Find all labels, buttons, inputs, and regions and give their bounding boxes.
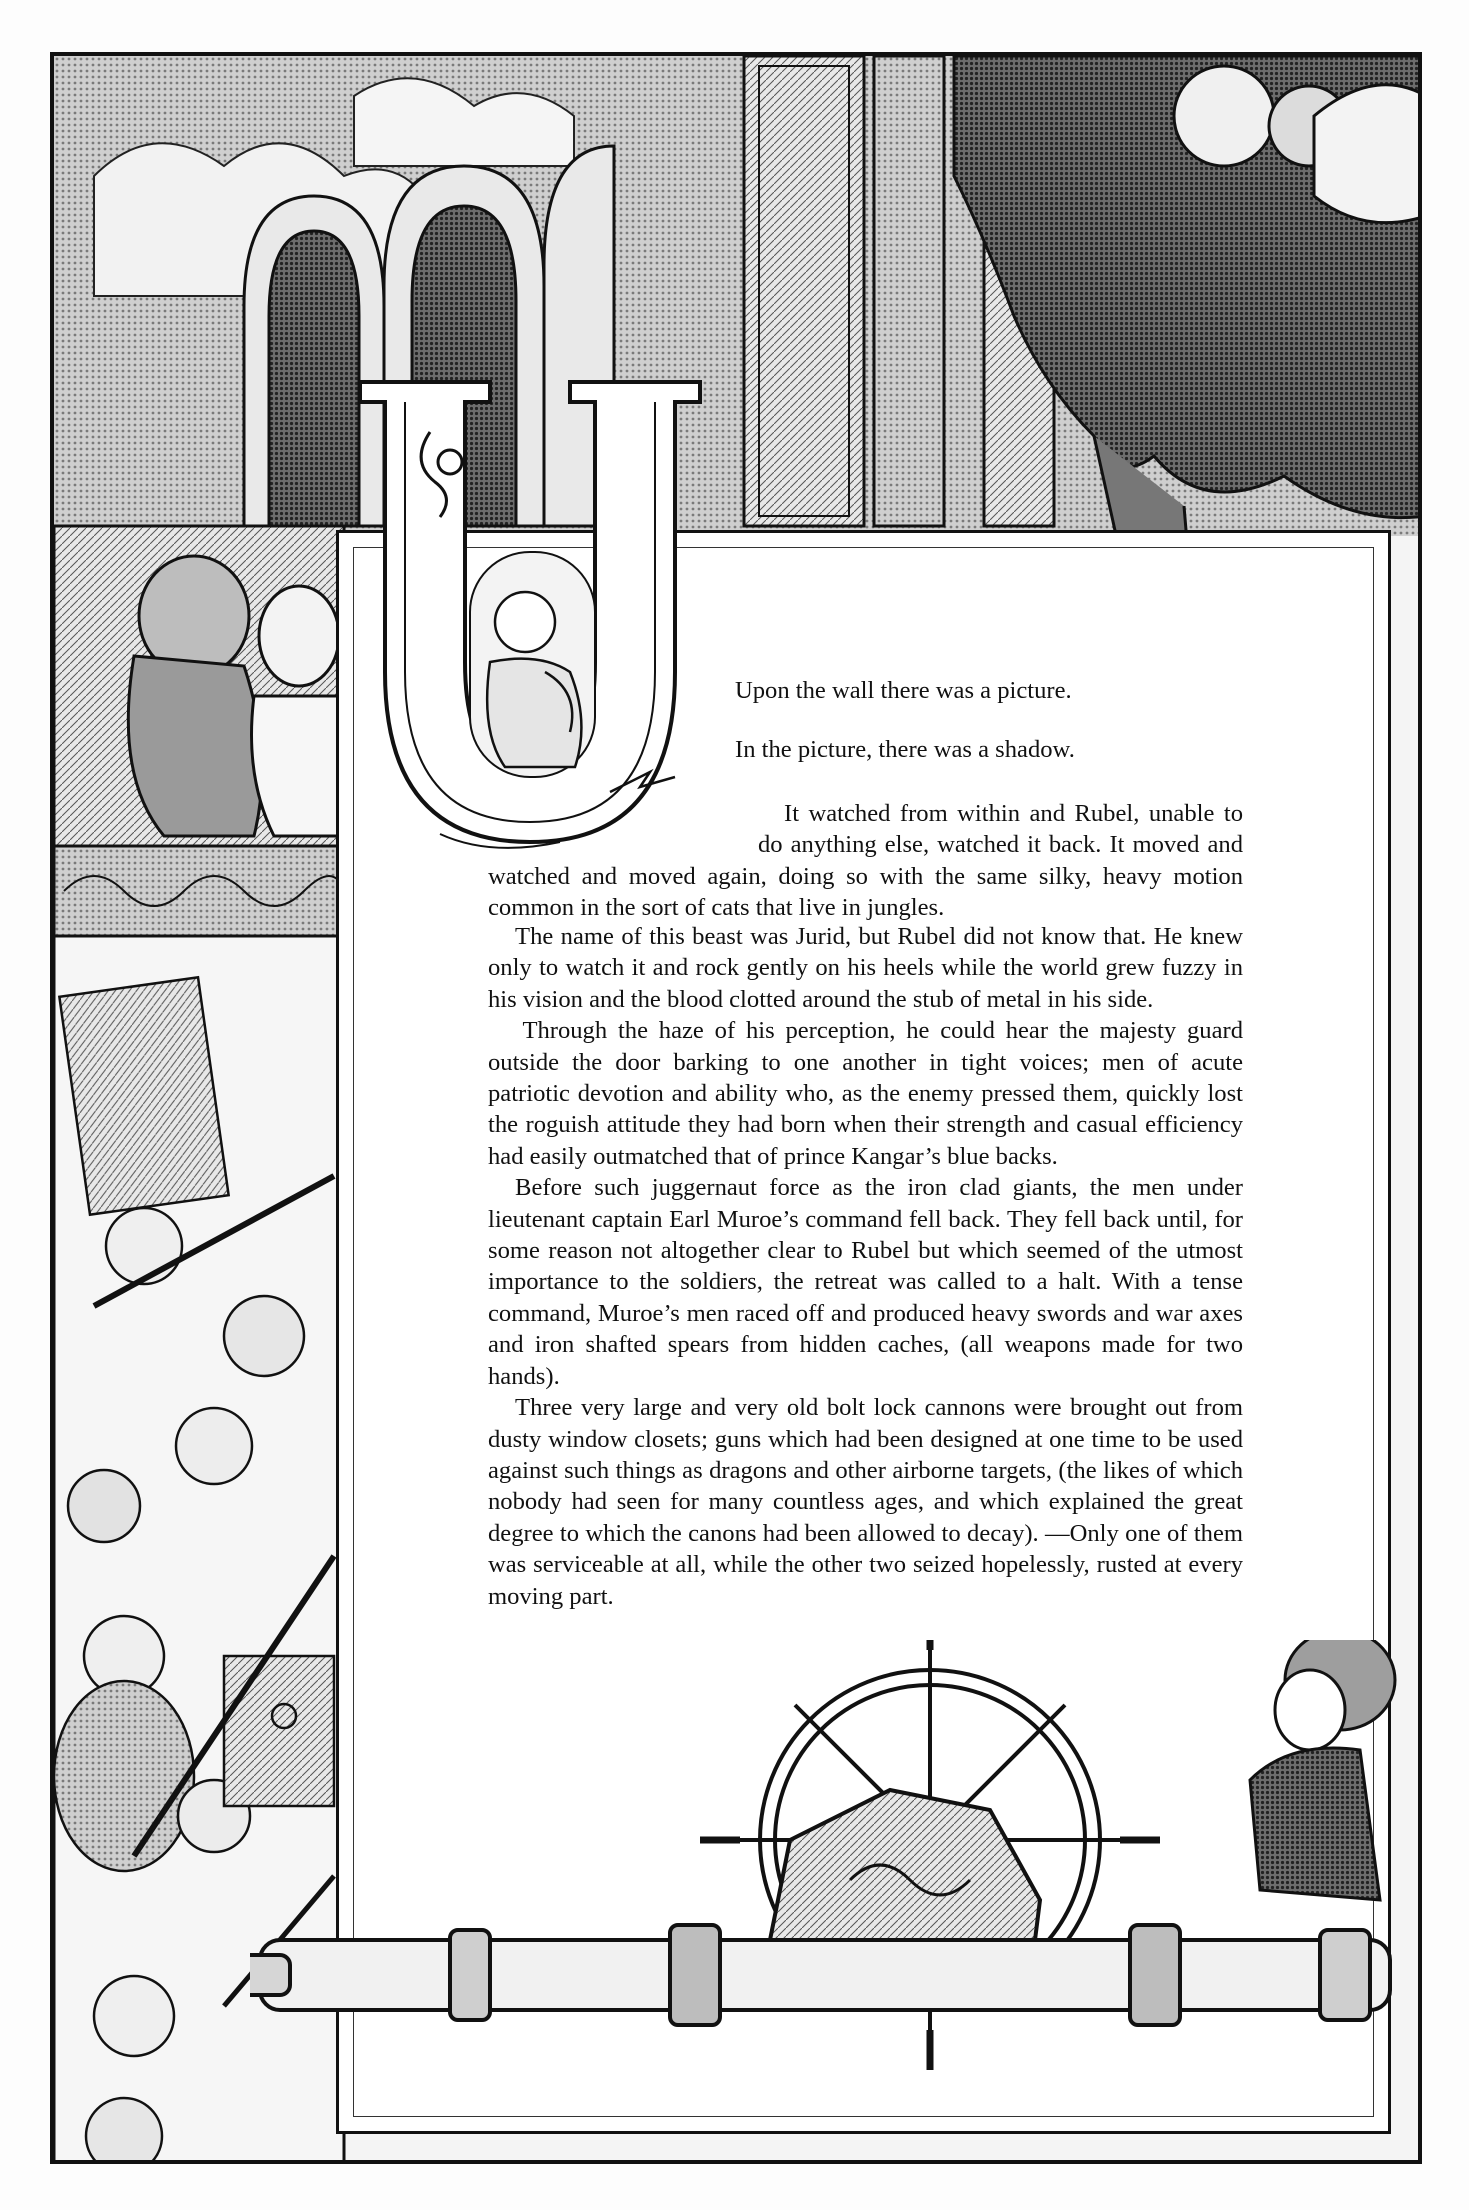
cannon-icon <box>250 1790 1390 2025</box>
drop-cap-spacer <box>488 798 758 860</box>
ornate-frieze <box>54 846 344 936</box>
paragraph-3 <box>488 798 1243 924</box>
drop-cap-u <box>330 372 710 872</box>
story-body <box>488 921 1243 1612</box>
paragraph-7: Three very large and very old bolt lock cannons were brought out from dusty window closets; guns which had been designed at one time to be used against such things as dragons and other airborne targets, (the likes of which nobody had seen for many countless ages, and which explained the great degree to which the canons had been allowed to decay). —Only one of them was serviceable at all, while the other two seized hopelessly, rusted at every moving part. <box>488 1394 1243 1610</box>
opening-line-1: Upon the wall there was a picture. <box>735 677 1072 704</box>
woman-figure <box>1250 1640 1395 1900</box>
opening-line-2: In the picture, there was a shadow. <box>735 736 1075 763</box>
paragraph-3-text: It watched from within and Rubel, unable to do anything else, watched it back. It moved and watched and moved again, doing so with the same silky, heavy motion common in the sort of cats that live in jungles. <box>488 800 1243 922</box>
cannon-scene <box>250 1640 1440 2160</box>
creature-figures <box>128 556 344 836</box>
paragraph-4: The name of this beast was Jurid, but Rubel did not know that. He knew only to watch it and rock gently on his heels while the world grew fuzzy in his vision and the blood clotted around the stub of metal in his side. <box>488 923 1243 1013</box>
paragraph-5: Through the haze of his perception, he could hear the majesty guard outside the door barking to one another in tight voices; men of acute patriotic devotion and ability who, as the enemy pressed them, quickly lost the roguish attitude they had born when their strength and casual efficiency had easily outmatched that of prince Kangar’s blue backs. <box>488 1017 1243 1170</box>
paragraph-6: Before such juggernaut force as the iron clad giants, the men under lieutenant captain Earl Muroe’s command fell back. They fell back until, for some reason not altogether clear to Rubel but which seemed of the utmost importance to the soldiers, the retreat was called to a halt. With a tense command, Muroe’s men raced off and produced heavy swords and war axes and iron shafted spears from hidden caches, (all weapons made for two hands). <box>488 1174 1243 1390</box>
